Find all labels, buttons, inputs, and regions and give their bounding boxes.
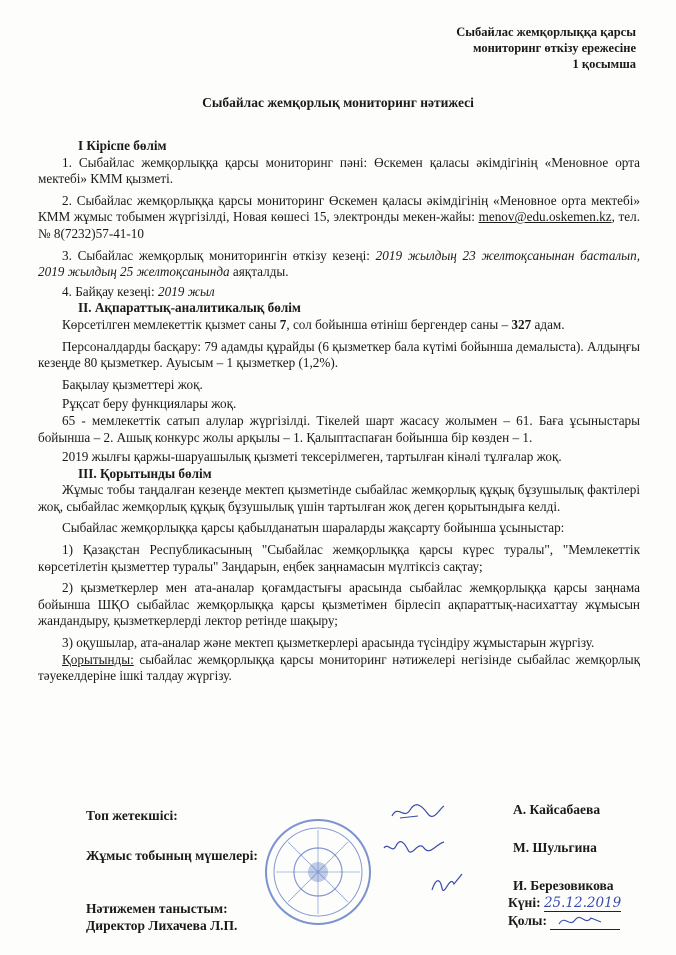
recommendation-2: 2) қызметкерлер мен ата-аналар қоғамдастығы арасында сыбайлас жемқорлыққа қарсы заңнама бойынша ШҚО сыбайлас жемқорлыққа қарсы қызметімен бірлесіп ақпараттық-насихаттау жұмысын жандандыру, қызметкерлерді лектор ретінде шақыру; [38,580,640,629]
signer-name-3: И. Березовикова [513,878,614,893]
services-count: 7 [279,316,287,332]
appendix-header [456,24,636,72]
observation-period: 2019 жыл [158,283,215,299]
signature-label: Қолы: [508,913,547,928]
section-1-paragraph-1: 1. Сыбайлас жемқорлыққа қарсы мониторинг пәні: Өскемен қаласы әкімдігінің «Меновное орта мектебі» КММ қызметі. [38,154,640,187]
director-signature [555,912,605,930]
date-label: Күні: [508,895,541,910]
section-1-paragraph-3 [38,248,640,281]
applicants-count: 327 [511,316,532,332]
acknowledged-label: Нәтижемен таныстым: [86,901,228,916]
handwritten-signature-3 [428,870,468,898]
paragraph-text: сыбайлас жемқорлыққа қарсы мониторинг нәтижелері негізінде сыбайлас жемқорлық тәуекелдеріне ішкі талдау жүргізу. [38,651,640,684]
signer-name-1: А. Кайсабаева [513,802,601,817]
paragraph-text: 2. Сыбайлас жемқорлыққа қарсы мониторинг Өскемен қаласы әкімдігінің «Меновное орта мектебі» КММ жұмыс тобымен жүргізілді, Новая көшесі 15, электронды мекен-жайы: [38,192,640,225]
document-body [38,138,640,685]
section-2-paragraph-3: Бақылау қызметтері жоқ. [62,376,203,392]
appendix-line-2: мониторинг өткізу ережесіне [472,41,636,55]
section-2-paragraph-6: 2019 жылғы қаржы-шаруашылық қызметі тексерілмеген, тартылған кінәлі тұлғалар жоқ. [62,449,562,465]
date-row [508,895,621,912]
section-3-paragraph-2: Сыбайлас жемқорлыққа қарсы қабылданатын шараларды жақсарту бойынша ұсыныстар: [62,520,565,536]
section-2-paragraph-5: 65 - мемлекеттік сатып алулар жүргізілді. Тікелей шарт жасасу жолымен – 61. Баға ұсыныстары бойынша – 2. Ашық конкурс жолы арқылы – 1. Қалыптаспаған бойынша бір көзден – 1. [38,412,640,445]
head-label: Топ жетекшісі: [86,808,178,823]
email-link[interactable]: menov@edu.oskemen.kz [478,209,612,225]
handwritten-date: 25.12.2019 [543,895,622,911]
paragraph-text: Көрсетілген мемлекеттік қызмет саны [62,316,280,332]
date-field [544,895,621,912]
section-1-paragraph-4 [38,284,640,301]
section-1-heading: I Кіріспе бөлім [78,138,167,153]
section-3-heading: III. Қорытынды бөлім [78,465,212,481]
paragraph-text: адам. [531,316,565,332]
recommendation-1: 1) Қазақстан Республикасының "Сыбайлас жемқорлыққа қарсы күрес туралы", "Мемлекеттік көрсетілетін қызметтер туралы" Заңдарын, еңбек заңнамасын мүлтіксіз сақтау; [38,542,640,574]
signer-name-2: М. Шульгина [513,840,597,855]
section-2-paragraph-2: Персоналдарды басқару: 79 адамды құрайды (6 қызметкер бала күтімі бойынша демалыста). Алдыңғы кезеңде 80 қызметкер. Ауысым – 1 қызметкер (1,2%). [38,338,640,371]
official-stamp [262,800,374,950]
members-label: Жұмыс тобының мүшелері: [86,848,258,863]
section-1-paragraph-2 [38,193,640,243]
handwritten-signature-1 [388,800,448,824]
section-2-paragraph-1 [38,317,640,334]
paragraph-text: аяқталды. [229,264,289,280]
paragraph-text: , сол бойынша өтініш бергендер саны – [286,316,512,332]
paragraph-text: , тел. № 8(7232)57-41-10 [38,209,640,241]
section-2-heading: II. Ақпараттық-аналитикалық бөлім [78,300,301,316]
document-title: Сыбайлас жемқорлық мониторинг нәтижесі [202,95,474,110]
handwritten-signature-2 [380,836,450,860]
director-name: Директор Лихачева Л.П. [86,918,238,933]
paragraph-text: 4. Байқау кезеңі: [62,283,158,299]
section-2-paragraph-4: Рұқсат беру функциялары жоқ. [62,396,237,412]
period-dates: 2019 жылдың 23 желтоқсанынан басталып, 2019 жылдың 25 желтоқсанында [38,247,640,280]
conclusion-label: Қорытынды: [62,651,134,667]
conclusion-paragraph [38,652,640,685]
appendix-line-1: Сыбайлас жемқорлыққа қарсы [456,25,636,39]
paragraph-text: 3. Сыбайлас жемқорлық мониторингін өткізу кезеңі: [62,247,376,263]
section-3-paragraph-1: Жұмыс тобы таңдалған кезеңде мектеп қызметінде сыбайлас жемқорлық құқық бұзушылық фактілері жоқ, сыбайлас жемқорлық құқық бұзушылық үшін тартылған жоқ деген қорытындыға келді. [38,482,640,514]
appendix-line-3: 1 қосымша [572,57,636,71]
recommendation-3: 3) оқушылар, ата-аналар және мектеп қызметкерлері арасында түсіндіру жұмыстарын жүргізу. [62,635,595,651]
